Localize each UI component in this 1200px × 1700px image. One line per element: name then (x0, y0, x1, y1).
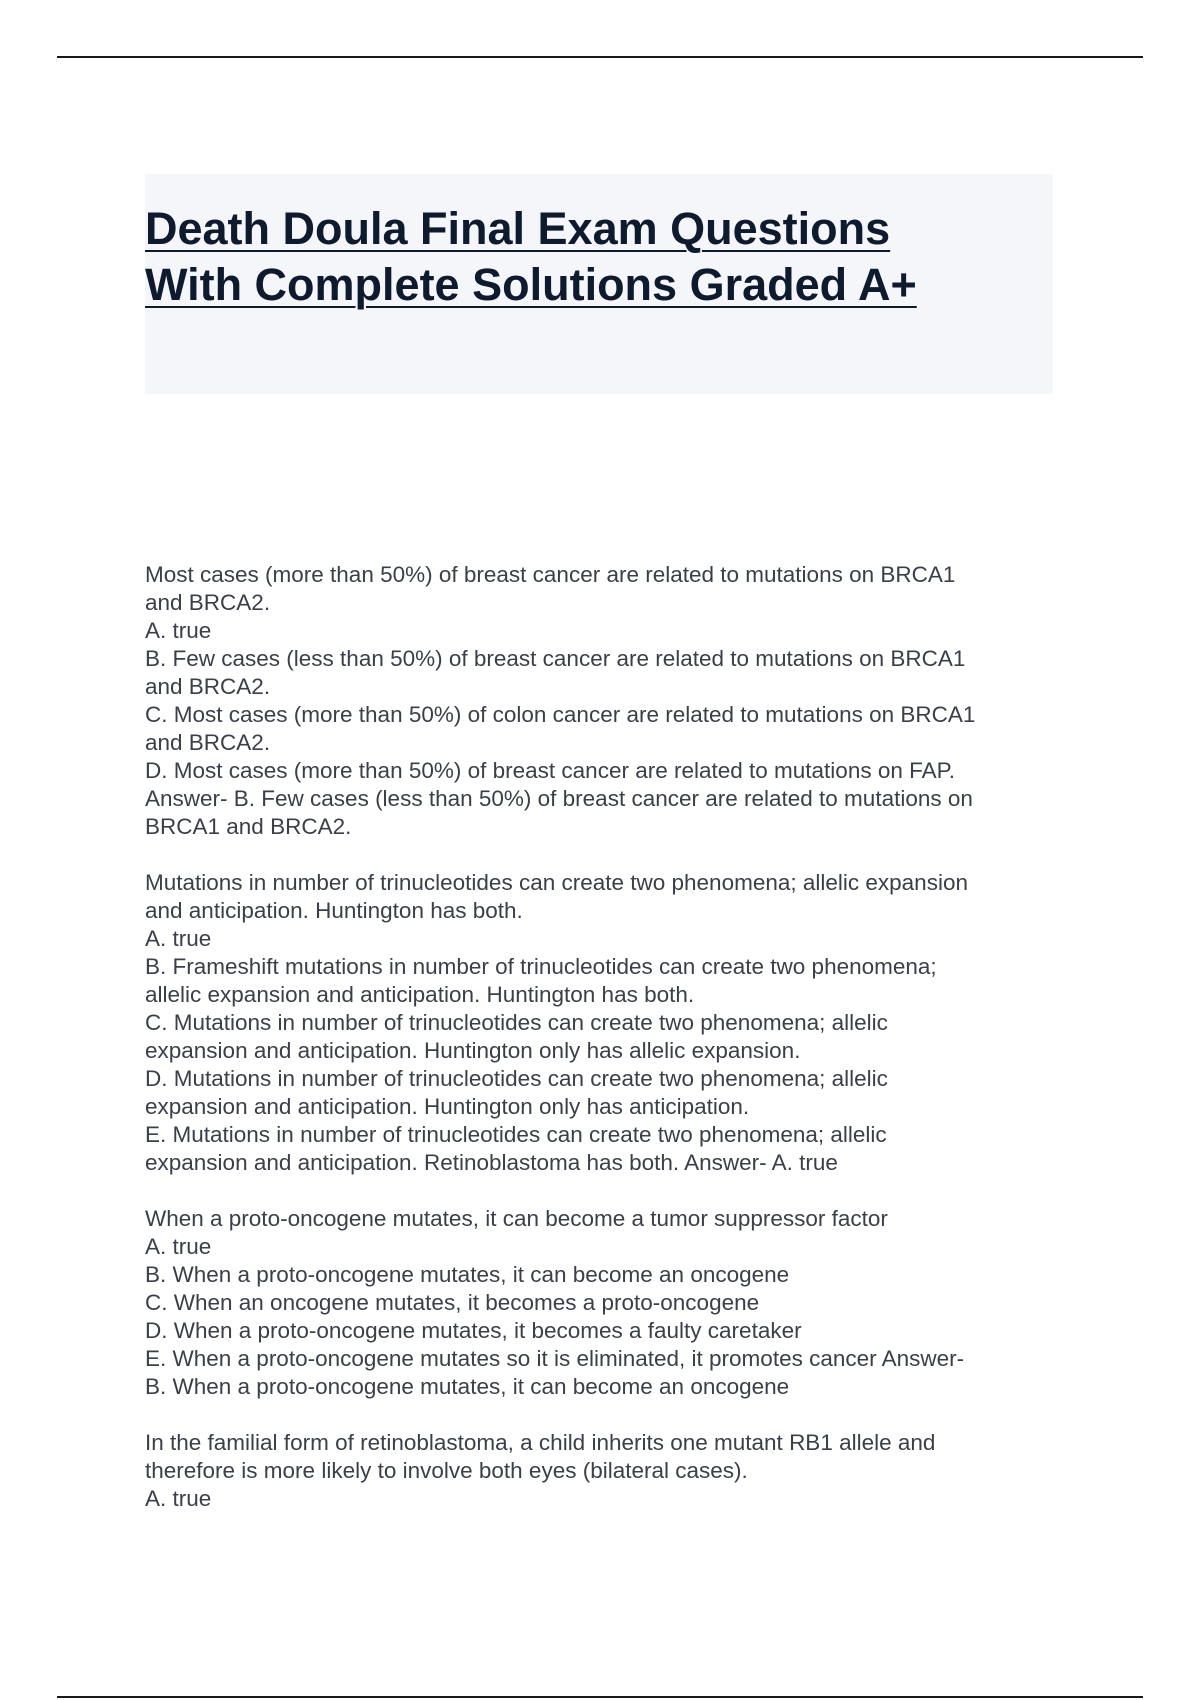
question-2-option-b: B. Frameshift mutations in number of trinucleotides can create two phenomena; (145, 954, 937, 979)
question-3-option-c: C. When an oncogene mutates, it becomes a proto-oncogene (145, 1290, 760, 1315)
question-4-line: In the familial form of retinoblastoma, a child inherits one mutant RB1 allele and (145, 1430, 936, 1455)
question-3-option-e: E. When a proto-oncogene mutates so it is eliminated, it promotes cancer Answer- (145, 1346, 965, 1371)
question-2-option-d: D. Mutations in number of trinucleotides can create two phenomena; allelic (145, 1066, 888, 1091)
question-2-option-b: allelic expansion and anticipation. Huntington has both. (145, 982, 695, 1007)
question-4-line: therefore is more likely to involve both eyes (bilateral cases). (145, 1458, 748, 1483)
question-3-answer: B. When a proto-oncogene mutates, it can become an oncogene (145, 1374, 790, 1399)
question-2-option-c: C. Mutations in number of trinucleotides can create two phenomena; allelic (145, 1010, 888, 1035)
document-title-line-1: Death Doula Final Exam Questions (145, 203, 891, 254)
question-1-option-b: B. Few cases (less than 50%) of breast cancer are related to mutations on BRCA1 (145, 646, 966, 671)
question-4 (145, 1429, 1065, 1513)
question-1-option-a: A. true (145, 618, 212, 643)
question-2-option-a: A. true (145, 926, 212, 951)
question-2-line: Mutations in number of trinucleotides can create two phenomena; allelic expansion (145, 870, 968, 895)
question-3-option-a: A. true (145, 1234, 212, 1259)
question-1-line: Most cases (more than 50%) of breast cancer are related to mutations on BRCA1 (145, 562, 956, 587)
question-1-option-c: and BRCA2. (145, 730, 271, 755)
question-2-option-e: E. Mutations in number of trinucleotides can create two phenomena; allelic (145, 1122, 887, 1147)
question-1-option-c: C. Most cases (more than 50%) of colon cancer are related to mutations on BRCA1 (145, 702, 976, 727)
question-1-option-b: and BRCA2. (145, 674, 271, 699)
question-2-answer: expansion and anticipation. Retinoblastoma has both. Answer- A. true (145, 1150, 838, 1175)
question-1 (145, 561, 1065, 841)
question-2-line: and anticipation. Huntington has both. (145, 898, 523, 923)
question-3-option-b: B. When a proto-oncogene mutates, it can become an oncogene (145, 1262, 790, 1287)
question-3 (145, 1205, 1065, 1401)
question-1-answer: BRCA1 and BRCA2. (145, 814, 352, 839)
document-title-line-2: With Complete Solutions Graded A+ (145, 259, 917, 310)
question-1-answer: Answer- B. Few cases (less than 50%) of breast cancer are related to mutations on (145, 786, 973, 811)
question-2 (145, 869, 1065, 1177)
question-2-option-c: expansion and anticipation. Huntington only has allelic expansion. (145, 1038, 801, 1063)
question-2-option-d: expansion and anticipation. Huntington only has anticipation. (145, 1094, 750, 1119)
question-1-option-d: D. Most cases (more than 50%) of breast cancer are related to mutations on FAP. (145, 758, 955, 783)
question-4-option-a: A. true (145, 1486, 212, 1511)
title-block (145, 174, 1053, 394)
header-rule (57, 56, 1143, 58)
question-3-line: When a proto-oncogene mutates, it can become a tumor suppressor factor (145, 1206, 888, 1231)
footer-rule (57, 1696, 1143, 1698)
question-1-line: and BRCA2. (145, 590, 271, 615)
question-list (145, 561, 1065, 1541)
question-3-option-d: D. When a proto-oncogene mutates, it becomes a faulty caretaker (145, 1318, 802, 1343)
